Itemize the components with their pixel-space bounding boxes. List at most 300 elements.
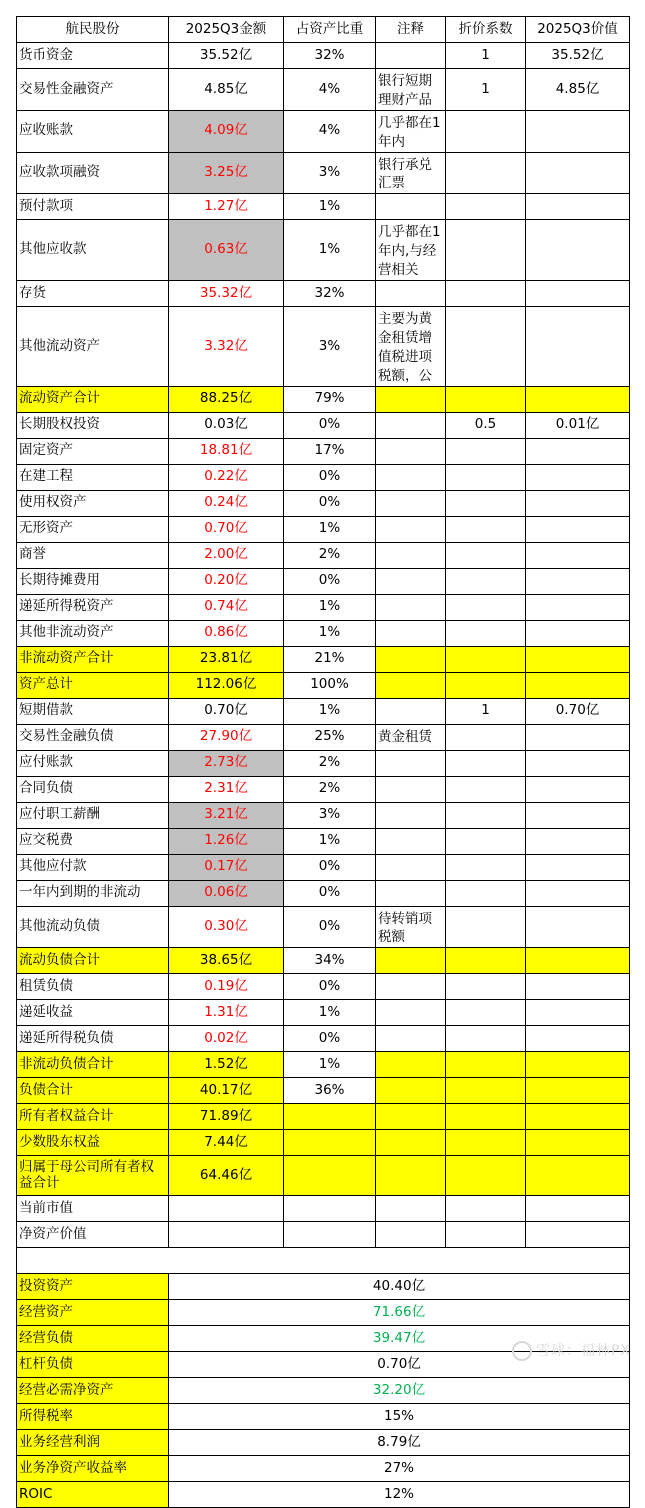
note-cell [376,1052,446,1078]
summary-value: 71.66亿 [169,1300,630,1326]
ratio-cell [284,1104,376,1130]
table-row [17,1222,630,1248]
snowball-logo-icon [512,1341,532,1361]
row-label: 商誉 [17,542,169,568]
value-cell [526,974,630,1000]
value-cell [526,1026,630,1052]
ratio-cell: 2% [284,542,376,568]
ratio-cell: 2% [284,750,376,776]
ratio-cell: 100% [284,672,376,698]
ratio-cell [284,1130,376,1156]
ratio-cell: 32% [284,281,376,307]
amount-cell: 0.02亿 [169,1026,284,1052]
table-row [17,880,630,906]
value-cell [526,750,630,776]
note-cell [376,854,446,880]
factor-cell [446,490,526,516]
factor-cell [446,854,526,880]
row-label: 负债合计 [17,1078,169,1104]
value-cell [526,194,630,220]
value-cell [526,1052,630,1078]
amount-cell: 112.06亿 [169,672,284,698]
value-cell [526,490,630,516]
note-cell [376,1130,446,1156]
factor-cell [446,948,526,974]
amount-cell: 18.81亿 [169,438,284,464]
note-cell [376,386,446,412]
amount-cell: 0.20亿 [169,568,284,594]
spacer-row [17,1248,630,1274]
value-cell [526,620,630,646]
factor-cell: 1 [446,69,526,111]
factor-cell [446,281,526,307]
table-row [17,69,630,111]
row-label: 交易性金融负债 [17,724,169,750]
amount-cell: 3.21亿 [169,802,284,828]
value-cell [526,1000,630,1026]
factor-cell [446,1196,526,1222]
summary-label: ROIC [17,1482,169,1508]
value-cell [526,672,630,698]
note-cell [376,620,446,646]
note-cell [376,880,446,906]
amount-cell: 0.03亿 [169,412,284,438]
value-cell [526,386,630,412]
header-cell: 占资产比重 [284,17,376,43]
note-cell [376,1222,446,1248]
ratio-cell: 1% [284,516,376,542]
ratio-cell: 0% [284,974,376,1000]
note-cell [376,698,446,724]
factor-cell [446,220,526,281]
value-cell [526,724,630,750]
factor-cell [446,1156,526,1196]
factor-cell [446,194,526,220]
row-label: 预付款项 [17,194,169,220]
row-label: 少数股东权益 [17,1130,169,1156]
row-label: 在建工程 [17,464,169,490]
table-row [17,464,630,490]
amount-cell: 38.65亿 [169,948,284,974]
factor-cell [446,1000,526,1026]
row-label: 应收款项融资 [17,152,169,194]
row-label: 当前市值 [17,1196,169,1222]
ratio-cell: 2% [284,776,376,802]
amount-cell: 7.44亿 [169,1130,284,1156]
summary-row [17,1482,630,1508]
ratio-cell [284,1196,376,1222]
amount-cell: 88.25亿 [169,386,284,412]
factor-cell [446,1222,526,1248]
factor-cell: 1 [446,698,526,724]
table-row [17,281,630,307]
factor-cell [446,1130,526,1156]
note-cell: 几乎都在1年内 [376,110,446,152]
table-row [17,802,630,828]
table-row [17,490,630,516]
note-cell [376,281,446,307]
note-cell [376,194,446,220]
table-row [17,948,630,974]
amount-cell: 2.00亿 [169,542,284,568]
amount-cell: 3.32亿 [169,307,284,387]
amount-cell: 0.22亿 [169,464,284,490]
row-label: 归属于母公司所有者权益合计 [17,1156,169,1196]
amount-cell: 1.52亿 [169,1052,284,1078]
table-row [17,646,630,672]
ratio-cell: 1% [284,594,376,620]
summary-value: 27% [169,1456,630,1482]
table-row [17,152,630,194]
header-cell: 注释 [376,17,446,43]
ratio-cell: 36% [284,1078,376,1104]
amount-cell: 0.17亿 [169,854,284,880]
table-row [17,110,630,152]
summary-value: 40.40亿 [169,1274,630,1300]
summary-value: 32.20亿 [169,1378,630,1404]
table-row [17,776,630,802]
note-cell [376,672,446,698]
amount-cell: 4.85亿 [169,69,284,111]
ratio-cell: 1% [284,1000,376,1026]
ratio-cell: 25% [284,724,376,750]
summary-label: 杠杆负债 [17,1352,169,1378]
note-cell [376,828,446,854]
ratio-cell: 17% [284,438,376,464]
ratio-cell: 0% [284,412,376,438]
summary-row [17,1404,630,1430]
summary-label: 经营资产 [17,1300,169,1326]
note-cell [376,1196,446,1222]
summary-row [17,1378,630,1404]
row-label: 递延所得税负债 [17,1026,169,1052]
summary-label: 经营必需净资产 [17,1378,169,1404]
amount-cell: 0.70亿 [169,698,284,724]
value-cell [526,1078,630,1104]
note-cell: 黄金租赁 [376,724,446,750]
amount-cell: 40.17亿 [169,1078,284,1104]
row-label: 递延收益 [17,1000,169,1026]
table-row [17,750,630,776]
ratio-cell: 32% [284,43,376,69]
value-cell [526,464,630,490]
amount-cell: 71.89亿 [169,1104,284,1130]
table-row [17,1026,630,1052]
value-cell [526,802,630,828]
watermark-text: 雪球：福林PX [535,1343,631,1359]
factor-cell [446,568,526,594]
factor-cell [446,880,526,906]
amount-cell: 2.73亿 [169,750,284,776]
note-cell [376,802,446,828]
factor-cell [446,828,526,854]
factor-cell [446,672,526,698]
ratio-cell [284,1222,376,1248]
note-cell: 银行短期理财产品 [376,69,446,111]
row-label: 应交税费 [17,828,169,854]
factor-cell [446,594,526,620]
note-cell [376,542,446,568]
note-cell [376,974,446,1000]
value-cell [526,516,630,542]
row-label: 其他应付款 [17,854,169,880]
row-label: 租赁负债 [17,974,169,1000]
summary-label: 经营负债 [17,1326,169,1352]
summary-row [17,1430,630,1456]
table-row [17,698,630,724]
value-cell [526,542,630,568]
table-row [17,438,630,464]
amount-cell: 0.70亿 [169,516,284,542]
table-row [17,1156,630,1196]
note-cell [376,464,446,490]
note-cell [376,43,446,69]
amount-cell: 27.90亿 [169,724,284,750]
table-row [17,542,630,568]
factor-cell [446,724,526,750]
row-label: 合同负债 [17,776,169,802]
value-cell: 4.85亿 [526,69,630,111]
row-label: 其他非流动资产 [17,620,169,646]
factor-cell [446,776,526,802]
ratio-cell: 21% [284,646,376,672]
amount-cell: 1.27亿 [169,194,284,220]
factor-cell [446,110,526,152]
table-row [17,43,630,69]
ratio-cell: 0% [284,464,376,490]
factor-cell [446,802,526,828]
ratio-cell: 3% [284,802,376,828]
row-label: 递延所得税资产 [17,594,169,620]
ratio-cell: 0% [284,568,376,594]
row-label: 净资产价值 [17,1222,169,1248]
ratio-cell: 1% [284,194,376,220]
value-cell: 0.01亿 [526,412,630,438]
value-cell [526,906,630,948]
summary-label: 投资资产 [17,1274,169,1300]
table-row [17,568,630,594]
factor-cell [446,906,526,948]
factor-cell [446,646,526,672]
factor-cell [446,542,526,568]
row-label: 货币资金 [17,43,169,69]
note-cell: 几乎都在1年内,与经营相关 [376,220,446,281]
table-row [17,386,630,412]
row-label: 其他流动负债 [17,906,169,948]
factor-cell [446,974,526,1000]
factor-cell: 1 [446,43,526,69]
value-cell [526,281,630,307]
row-label: 长期股权投资 [17,412,169,438]
header-cell: 折价系数 [446,17,526,43]
note-cell [376,490,446,516]
value-cell [526,110,630,152]
table-row [17,594,630,620]
note-cell [376,438,446,464]
amount-cell: 0.86亿 [169,620,284,646]
ratio-cell: 0% [284,854,376,880]
table-row [17,854,630,880]
amount-cell: 64.46亿 [169,1156,284,1196]
row-label: 一年内到期的非流动 [17,880,169,906]
watermark [512,1340,631,1361]
note-cell [376,1026,446,1052]
value-cell [526,948,630,974]
note-cell [376,750,446,776]
row-label: 固定资产 [17,438,169,464]
summary-label: 所得税率 [17,1404,169,1430]
header-cell: 航民股份 [17,17,169,43]
note-cell [376,1078,446,1104]
summary-value: 15% [169,1404,630,1430]
factor-cell [446,516,526,542]
factor-cell [446,438,526,464]
header-cell: 2025Q3价值 [526,17,630,43]
row-label: 其他流动资产 [17,307,169,387]
ratio-cell: 3% [284,152,376,194]
table-row [17,194,630,220]
row-label: 流动负债合计 [17,948,169,974]
value-cell [526,646,630,672]
amount-cell: 0.63亿 [169,220,284,281]
note-cell [376,594,446,620]
amount-cell: 3.25亿 [169,152,284,194]
spacer-cell [17,1248,630,1274]
factor-cell [446,1026,526,1052]
table-row [17,724,630,750]
row-label: 所有者权益合计 [17,1104,169,1130]
row-label: 存货 [17,281,169,307]
value-cell: 35.52亿 [526,43,630,69]
ratio-cell [284,1156,376,1196]
factor-cell [446,386,526,412]
row-label: 应付职工薪酬 [17,802,169,828]
note-cell: 主要为黄金租赁增值税进项税额，公 [376,307,446,387]
ratio-cell: 0% [284,1026,376,1052]
amount-cell: 0.30亿 [169,906,284,948]
row-label: 长期待摊费用 [17,568,169,594]
row-label: 短期借款 [17,698,169,724]
amount-cell [169,1196,284,1222]
table-row [17,516,630,542]
note-cell: 待转销项税额 [376,906,446,948]
note-cell [376,568,446,594]
value-cell [526,1196,630,1222]
table-row [17,1000,630,1026]
value-cell [526,880,630,906]
factor-cell [446,307,526,387]
summary-row [17,1456,630,1482]
note-cell [376,948,446,974]
balance-sheet-table [16,16,630,1508]
row-label: 使用权资产 [17,490,169,516]
table-row [17,1052,630,1078]
note-cell [376,776,446,802]
value-cell [526,1222,630,1248]
table-row [17,828,630,854]
amount-cell: 1.31亿 [169,1000,284,1026]
factor-cell [446,1104,526,1130]
summary-value: 8.79亿 [169,1430,630,1456]
note-cell [376,1000,446,1026]
header-cell: 2025Q3金额 [169,17,284,43]
ratio-cell: 34% [284,948,376,974]
amount-cell: 1.26亿 [169,828,284,854]
row-label: 资产总计 [17,672,169,698]
ratio-cell: 79% [284,386,376,412]
value-cell [526,594,630,620]
ratio-cell: 1% [284,698,376,724]
amount-cell: 23.81亿 [169,646,284,672]
header-row [17,17,630,43]
row-label: 应收账款 [17,110,169,152]
ratio-cell: 0% [284,490,376,516]
ratio-cell: 4% [284,110,376,152]
amount-cell: 35.32亿 [169,281,284,307]
note-cell [376,1156,446,1196]
table-row [17,307,630,387]
value-cell [526,828,630,854]
row-label: 应付账款 [17,750,169,776]
summary-label: 业务净资产收益率 [17,1456,169,1482]
row-label: 非流动负债合计 [17,1052,169,1078]
row-label: 其他应收款 [17,220,169,281]
note-cell [376,1104,446,1130]
ratio-cell: 4% [284,69,376,111]
ratio-cell: 0% [284,906,376,948]
row-label: 无形资产 [17,516,169,542]
factor-cell: 0.5 [446,412,526,438]
table-row [17,1196,630,1222]
summary-row [17,1300,630,1326]
amount-cell: 0.19亿 [169,974,284,1000]
value-cell [526,854,630,880]
value-cell: 0.70亿 [526,698,630,724]
ratio-cell: 1% [284,620,376,646]
value-cell [526,438,630,464]
note-cell [376,516,446,542]
ratio-cell: 1% [284,220,376,281]
ratio-cell: 1% [284,828,376,854]
amount-cell: 35.52亿 [169,43,284,69]
summary-value: 12% [169,1482,630,1508]
note-cell [376,412,446,438]
value-cell [526,152,630,194]
value-cell [526,1156,630,1196]
factor-cell [446,1052,526,1078]
table-row [17,672,630,698]
table-row [17,620,630,646]
factor-cell [446,464,526,490]
factor-cell [446,152,526,194]
value-cell [526,1104,630,1130]
table-row [17,220,630,281]
summary-value: 0.70亿 [169,1352,630,1378]
value-cell [526,568,630,594]
amount-cell: 0.06亿 [169,880,284,906]
amount-cell: 2.31亿 [169,776,284,802]
value-cell [526,307,630,387]
amount-cell [169,1222,284,1248]
row-label: 交易性金融资产 [17,69,169,111]
amount-cell: 0.74亿 [169,594,284,620]
row-label: 流动资产合计 [17,386,169,412]
amount-cell: 0.24亿 [169,490,284,516]
value-cell [526,776,630,802]
table-row [17,1078,630,1104]
factor-cell [446,620,526,646]
table-row [17,1104,630,1130]
